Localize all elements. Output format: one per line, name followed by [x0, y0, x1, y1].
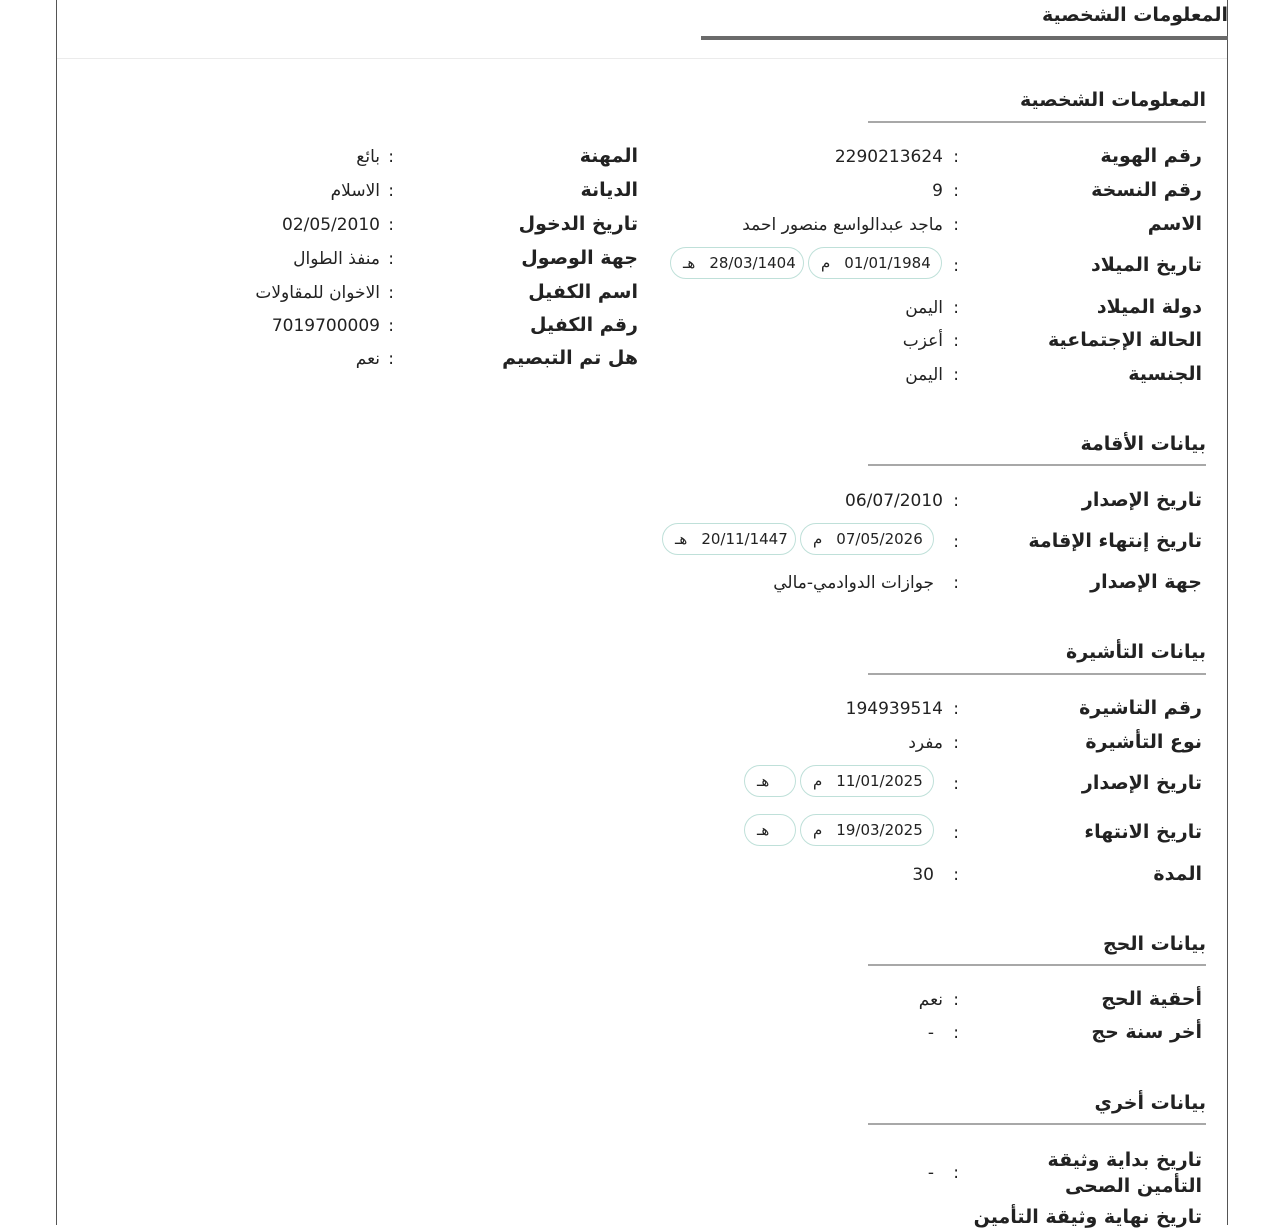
- residency-expiry-gregorian-pill: [800, 523, 934, 555]
- visa-issue-date-label: تاريخ الإصدار: [1081, 772, 1202, 794]
- visa-number-label: رقم التاشيرة: [1079, 697, 1202, 719]
- colon: :: [953, 532, 959, 552]
- gregorian-suffix: م: [813, 530, 823, 548]
- section-divider: [868, 1123, 1206, 1125]
- visa-issue-hijri-pill: [744, 765, 796, 797]
- nationality-value: اليمن: [905, 365, 943, 385]
- hajj-eligibility-value: نعم: [918, 990, 943, 1010]
- visa-expiry-gregorian-value: 19/03/2025: [836, 821, 923, 839]
- visa-issue-gregorian-pill: [800, 765, 934, 797]
- section-title-residency: بيانات الأقامة: [1080, 433, 1206, 455]
- visa-expiry-gregorian-pill: [800, 814, 934, 846]
- colon: :: [953, 733, 959, 753]
- sponsor-number-value: 7019700009: [271, 316, 380, 336]
- entry-date-value: 02/05/2010: [282, 215, 380, 235]
- religion-label: الديانة: [580, 179, 638, 201]
- colon: :: [953, 774, 959, 794]
- section-title-personal: المعلومات الشخصية: [1019, 89, 1206, 111]
- visa-duration-value: 30: [912, 865, 934, 885]
- colon: :: [953, 147, 959, 167]
- visa-type-label: نوع التأشيرة: [1085, 731, 1202, 753]
- id-number-value: 2290213624: [834, 147, 943, 167]
- section-divider: [868, 121, 1206, 123]
- insurance-start-value: -: [927, 1163, 934, 1183]
- residency-expiry-hijri-pill: [662, 523, 796, 555]
- name-value: ماجد عبدالواسع منصور احمد: [742, 215, 943, 235]
- tab-separator: [57, 58, 1227, 59]
- visa-expiry-date-label: تاريخ الانتهاء: [1084, 821, 1202, 843]
- gregorian-suffix: م: [821, 254, 831, 272]
- frame-right-border: [1227, 0, 1228, 1225]
- section-title-hajj: بيانات الحج: [1102, 933, 1206, 955]
- visa-type-value: مفرد: [908, 733, 943, 753]
- section-divider: [868, 464, 1206, 466]
- colon: :: [953, 1163, 959, 1183]
- colon: :: [953, 699, 959, 719]
- visa-number-value: 194939514: [845, 699, 943, 719]
- colon: :: [953, 298, 959, 318]
- section-divider: [868, 964, 1206, 966]
- sponsor-name-value: الاخوان للمقاولات: [255, 283, 380, 303]
- residency-issuer-value: جوازات الدوادمي-مالي: [773, 573, 934, 593]
- sponsor-name-label: اسم الكفيل: [528, 281, 638, 303]
- fingerprint-label: هل تم التبصيم: [502, 347, 638, 369]
- visa-expiry-hijri-pill: [744, 814, 796, 846]
- colon: :: [953, 1023, 959, 1043]
- colon: :: [388, 215, 394, 235]
- tab-personal-info[interactable]: المعلومات الشخصية: [1041, 4, 1228, 26]
- colon: :: [388, 147, 394, 167]
- gregorian-suffix: م: [813, 772, 823, 790]
- colon: :: [953, 573, 959, 593]
- colon: :: [953, 990, 959, 1010]
- frame-left-border: [56, 0, 57, 1225]
- hajj-eligibility-label: أحقية الحج: [1101, 988, 1202, 1010]
- id-number-label: رقم الهوية: [1100, 145, 1202, 167]
- religion-value: الاسلام: [330, 181, 380, 201]
- tab-active-indicator: [701, 36, 1228, 40]
- section-title-other: بيانات أخري: [1094, 1092, 1206, 1114]
- visa-duration-label: المدة: [1153, 863, 1202, 885]
- copy-number-value: 9: [932, 181, 943, 201]
- birth-country-value: اليمن: [905, 298, 943, 318]
- residency-expiry-date-label: تاريخ إنتهاء الإقامة: [1028, 530, 1202, 552]
- colon: :: [953, 331, 959, 351]
- residency-issuer-label: جهة الإصدار: [1090, 571, 1202, 593]
- hijri-suffix: هـ: [675, 530, 688, 548]
- colon: :: [953, 491, 959, 511]
- colon: :: [953, 865, 959, 885]
- hijri-suffix: هـ: [757, 821, 770, 839]
- birth-date-label: تاريخ الميلاد: [1091, 254, 1202, 276]
- section-title-visa: بيانات التأشيرة: [1065, 641, 1206, 663]
- hijri-suffix: هـ: [757, 772, 770, 790]
- colon: :: [953, 215, 959, 235]
- colon: :: [953, 365, 959, 385]
- colon: :: [953, 823, 959, 843]
- colon: :: [388, 316, 394, 336]
- insurance-end-label: تاريخ نهاية وثيقة التأمين: [973, 1206, 1202, 1228]
- section-divider: [868, 673, 1206, 675]
- name-label: الاسم: [1147, 213, 1202, 235]
- nationality-label: الجنسية: [1128, 363, 1202, 385]
- birth-date-gregorian-pill: [808, 247, 942, 279]
- residency-issue-date-label: تاريخ الإصدار: [1081, 489, 1202, 511]
- arrival-port-label: جهة الوصول: [521, 247, 638, 269]
- fingerprint-value: نعم: [355, 349, 380, 369]
- colon: :: [388, 181, 394, 201]
- marital-status-label: الحالة الإجتماعية: [1048, 329, 1202, 351]
- gregorian-suffix: م: [813, 821, 823, 839]
- arrival-port-value: منفذ الطوال: [293, 249, 380, 269]
- hajj-last-year-value: -: [927, 1023, 934, 1043]
- birth-date-hijri-value: 28/03/1404: [709, 254, 796, 272]
- colon: :: [388, 349, 394, 369]
- hijri-suffix: هـ: [683, 254, 696, 272]
- copy-number-label: رقم النسخة: [1091, 179, 1202, 201]
- colon: :: [388, 283, 394, 303]
- entry-date-label: تاريخ الدخول: [518, 213, 638, 235]
- residency-expiry-gregorian-value: 07/05/2026: [836, 530, 923, 548]
- birth-country-label: دولة الميلاد: [1096, 296, 1202, 318]
- insurance-start-label: تاريخ بداية وثيقة التأمين الصحى: [1047, 1149, 1202, 1197]
- birth-date-gregorian-value: 01/01/1984: [844, 254, 931, 272]
- marital-status-value: أعزب: [902, 331, 943, 351]
- colon: :: [953, 181, 959, 201]
- visa-issue-gregorian-value: 11/01/2025: [836, 772, 923, 790]
- colon: :: [953, 256, 959, 276]
- residency-expiry-hijri-value: 20/11/1447: [701, 530, 788, 548]
- hajj-last-year-label: أخر سنة حج: [1091, 1021, 1202, 1043]
- occupation-label: المهنة: [579, 145, 638, 167]
- colon: :: [388, 249, 394, 269]
- occupation-value: بائع: [356, 147, 380, 167]
- sponsor-number-label: رقم الكفيل: [530, 314, 638, 336]
- birth-date-hijri-pill: [670, 247, 804, 279]
- residency-issue-date-value: 06/07/2010: [845, 491, 943, 511]
